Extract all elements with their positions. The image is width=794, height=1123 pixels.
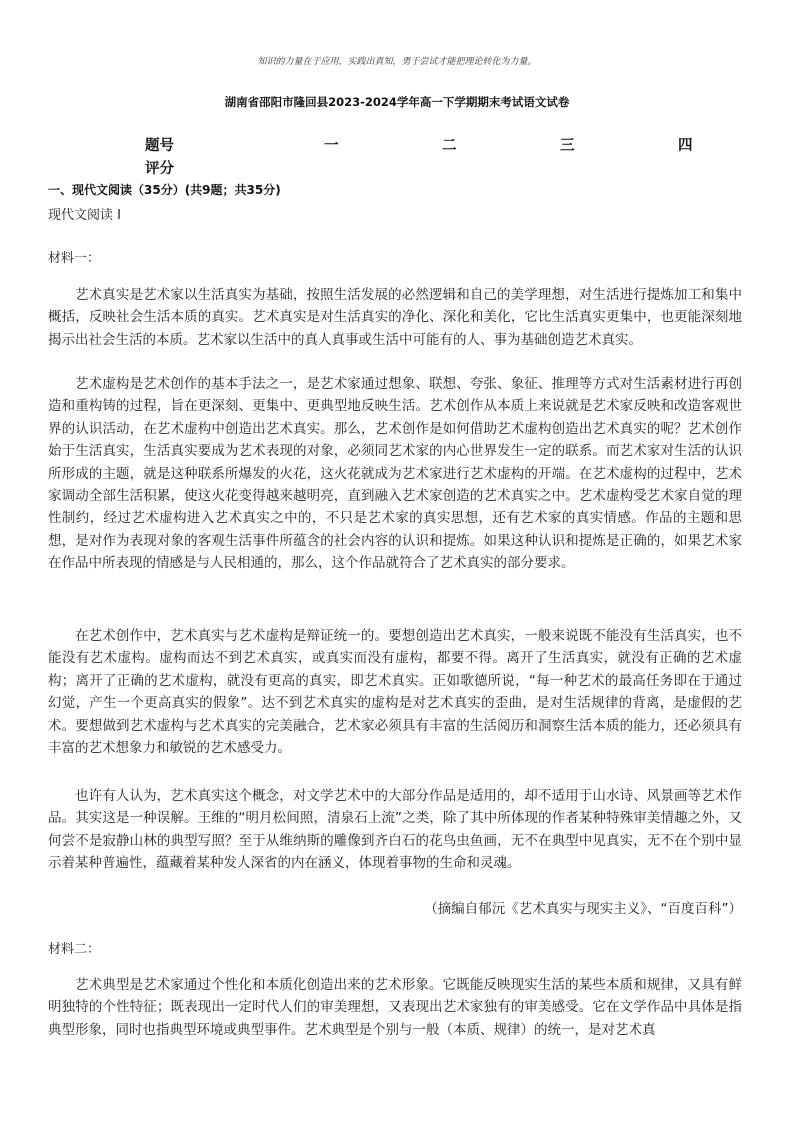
page-title: 湖南省邵阳市隆回县2023-2024学年高一下学期期末考试语文试卷 bbox=[224, 95, 570, 109]
section-heading: 一、现代文阅读（35分）(共9题；共35分) bbox=[48, 183, 281, 197]
material1-citation: （摘编自郁沅《艺术真实与现实主义》、“百度百科”） bbox=[424, 901, 742, 917]
section-subheading: 现代文阅读 I bbox=[48, 208, 121, 223]
column-2: 二 bbox=[442, 138, 457, 154]
column-4: 四 bbox=[678, 138, 693, 154]
material2-label: 材料二： bbox=[48, 942, 101, 957]
material1-paragraph-3: 在艺术创作中，艺术真实与艺术虚构是辩证统一的。要想创造出艺术真实，一般来说既不能没有生活真实，也不能没有艺术虚构。虚构而达不到艺术真实，或真实而没有虚构，都要不得。离开了生活真实，就没有正确的艺术虚构；离开了正确的艺术虚构，就没有更高的真实，即艺术真实。正如歌德所说，“每一种艺术的最高任务即在于通过幻觉，产生一个更高真实的假象”。达不到艺术真实的虚构是对艺术真实的歪曲，是对生活规律的背离，是虚假的艺术。要想做到艺术虚构与艺术真实的完美融合，艺术家必须具有丰富的生活阅历和洞察生活本质的能力，还必须具有丰富的艺术想象力和敏锐的艺术感受力。 bbox=[48, 628, 742, 757]
material1-paragraph-1: 艺术真实是艺术家以生活真实为基础，按照生活发展的必然逻辑和自己的美学理想，对生活进行提炼加工和集中概括，反映社会生活本质的真实。艺术真实是对生活真实的净化、深化和美化，它比生活真实更集中，也更能深刻地揭示出社会生活的本质。艺术家以生活中的真人真事或生活中可能有的人、事为基础创造艺术真实。 bbox=[48, 287, 742, 348]
column-1: 一 bbox=[324, 138, 339, 154]
material1-label: 材料一： bbox=[48, 251, 101, 266]
question-number-label: 题号 bbox=[145, 138, 174, 154]
material1-paragraph-4: 也许有人认为，艺术真实这个概念，对文学艺术中的大部分作品是适用的，却不适用于山水诗、风景画等艺术作品。其实这是一种误解。王维的“明月松间照，清泉石上流”之类，除了其中所体现的作者某种特殊审美情趣之外，又何尝不是寂静山林的典型写照？至于从维纳斯的雕像到齐白石的花鸟虫鱼画，无不在典型中见真实，无不在个别中显示着某种普遍性，蕴藏着某种发人深省的内在涵义，体现着事物的生命和灵魂。 bbox=[48, 788, 742, 872]
score-label: 评分 bbox=[145, 161, 174, 177]
column-3: 三 bbox=[560, 138, 575, 154]
material1-paragraph-2: 艺术虚构是艺术创作的基本手法之一，是艺术家通过想象、联想、夸张、象征、推理等方式对生活素材进行再创造和重构铸的过程，旨在更深刻、更集中、更典型地反映生活。艺术创作从本质上来说就是艺术家反映和改造客观世界的认识活动，在艺术虚构中创造出艺术真实。那么，艺术创作是如何借助艺术虚构创造出艺术真实的呢？艺术创作始于生活真实，生活真实要成为艺术表现的对象，必须同艺术家的内心世界发生一定的联系。而艺术家对生活的认识所形成的主题，就是这种联系所爆发的火花，这火花就成为艺术家进行艺术虚构的开端。在艺术虚构的过程中，艺术家调动全部生活积累，使这火花变得越来越明亮，直到融入艺术家创造的艺术真实之中。艺术虚构受艺术家自觉的理性制约，经过艺术虚构进入艺术真实之中的，不只是艺术家的真实思想，还有艺术家的真实情感。作品的主题和思想，是对作为表现对象的客观生活事件所蕴含的社会内容的认识和提炼。如果这种认识和提炼是正确的，如果艺术家在作品中所表现的情感是与人民相通的，那么，这个作品就符合了艺术真实的部分要求。 bbox=[48, 376, 742, 572]
motto: 知识的力量在于应用，实践出真知，勇于尝试才能把理论转化为力量。 bbox=[257, 57, 537, 67]
material2-paragraph-1: 艺术典型是艺术家通过个性化和本质化创造出来的艺术形象。它既能反映现实生活的某些本质和规律，又具有鲜明独特的个性特征；既表现出一定时代人们的审美理想，又表现出艺术家独有的审美感受。它在文学作品中具体是指典型形象，同时也指典型环境或典型事件。艺术典型是个别与一般（本质、规律）的统一，是对艺术真 bbox=[48, 977, 742, 1038]
